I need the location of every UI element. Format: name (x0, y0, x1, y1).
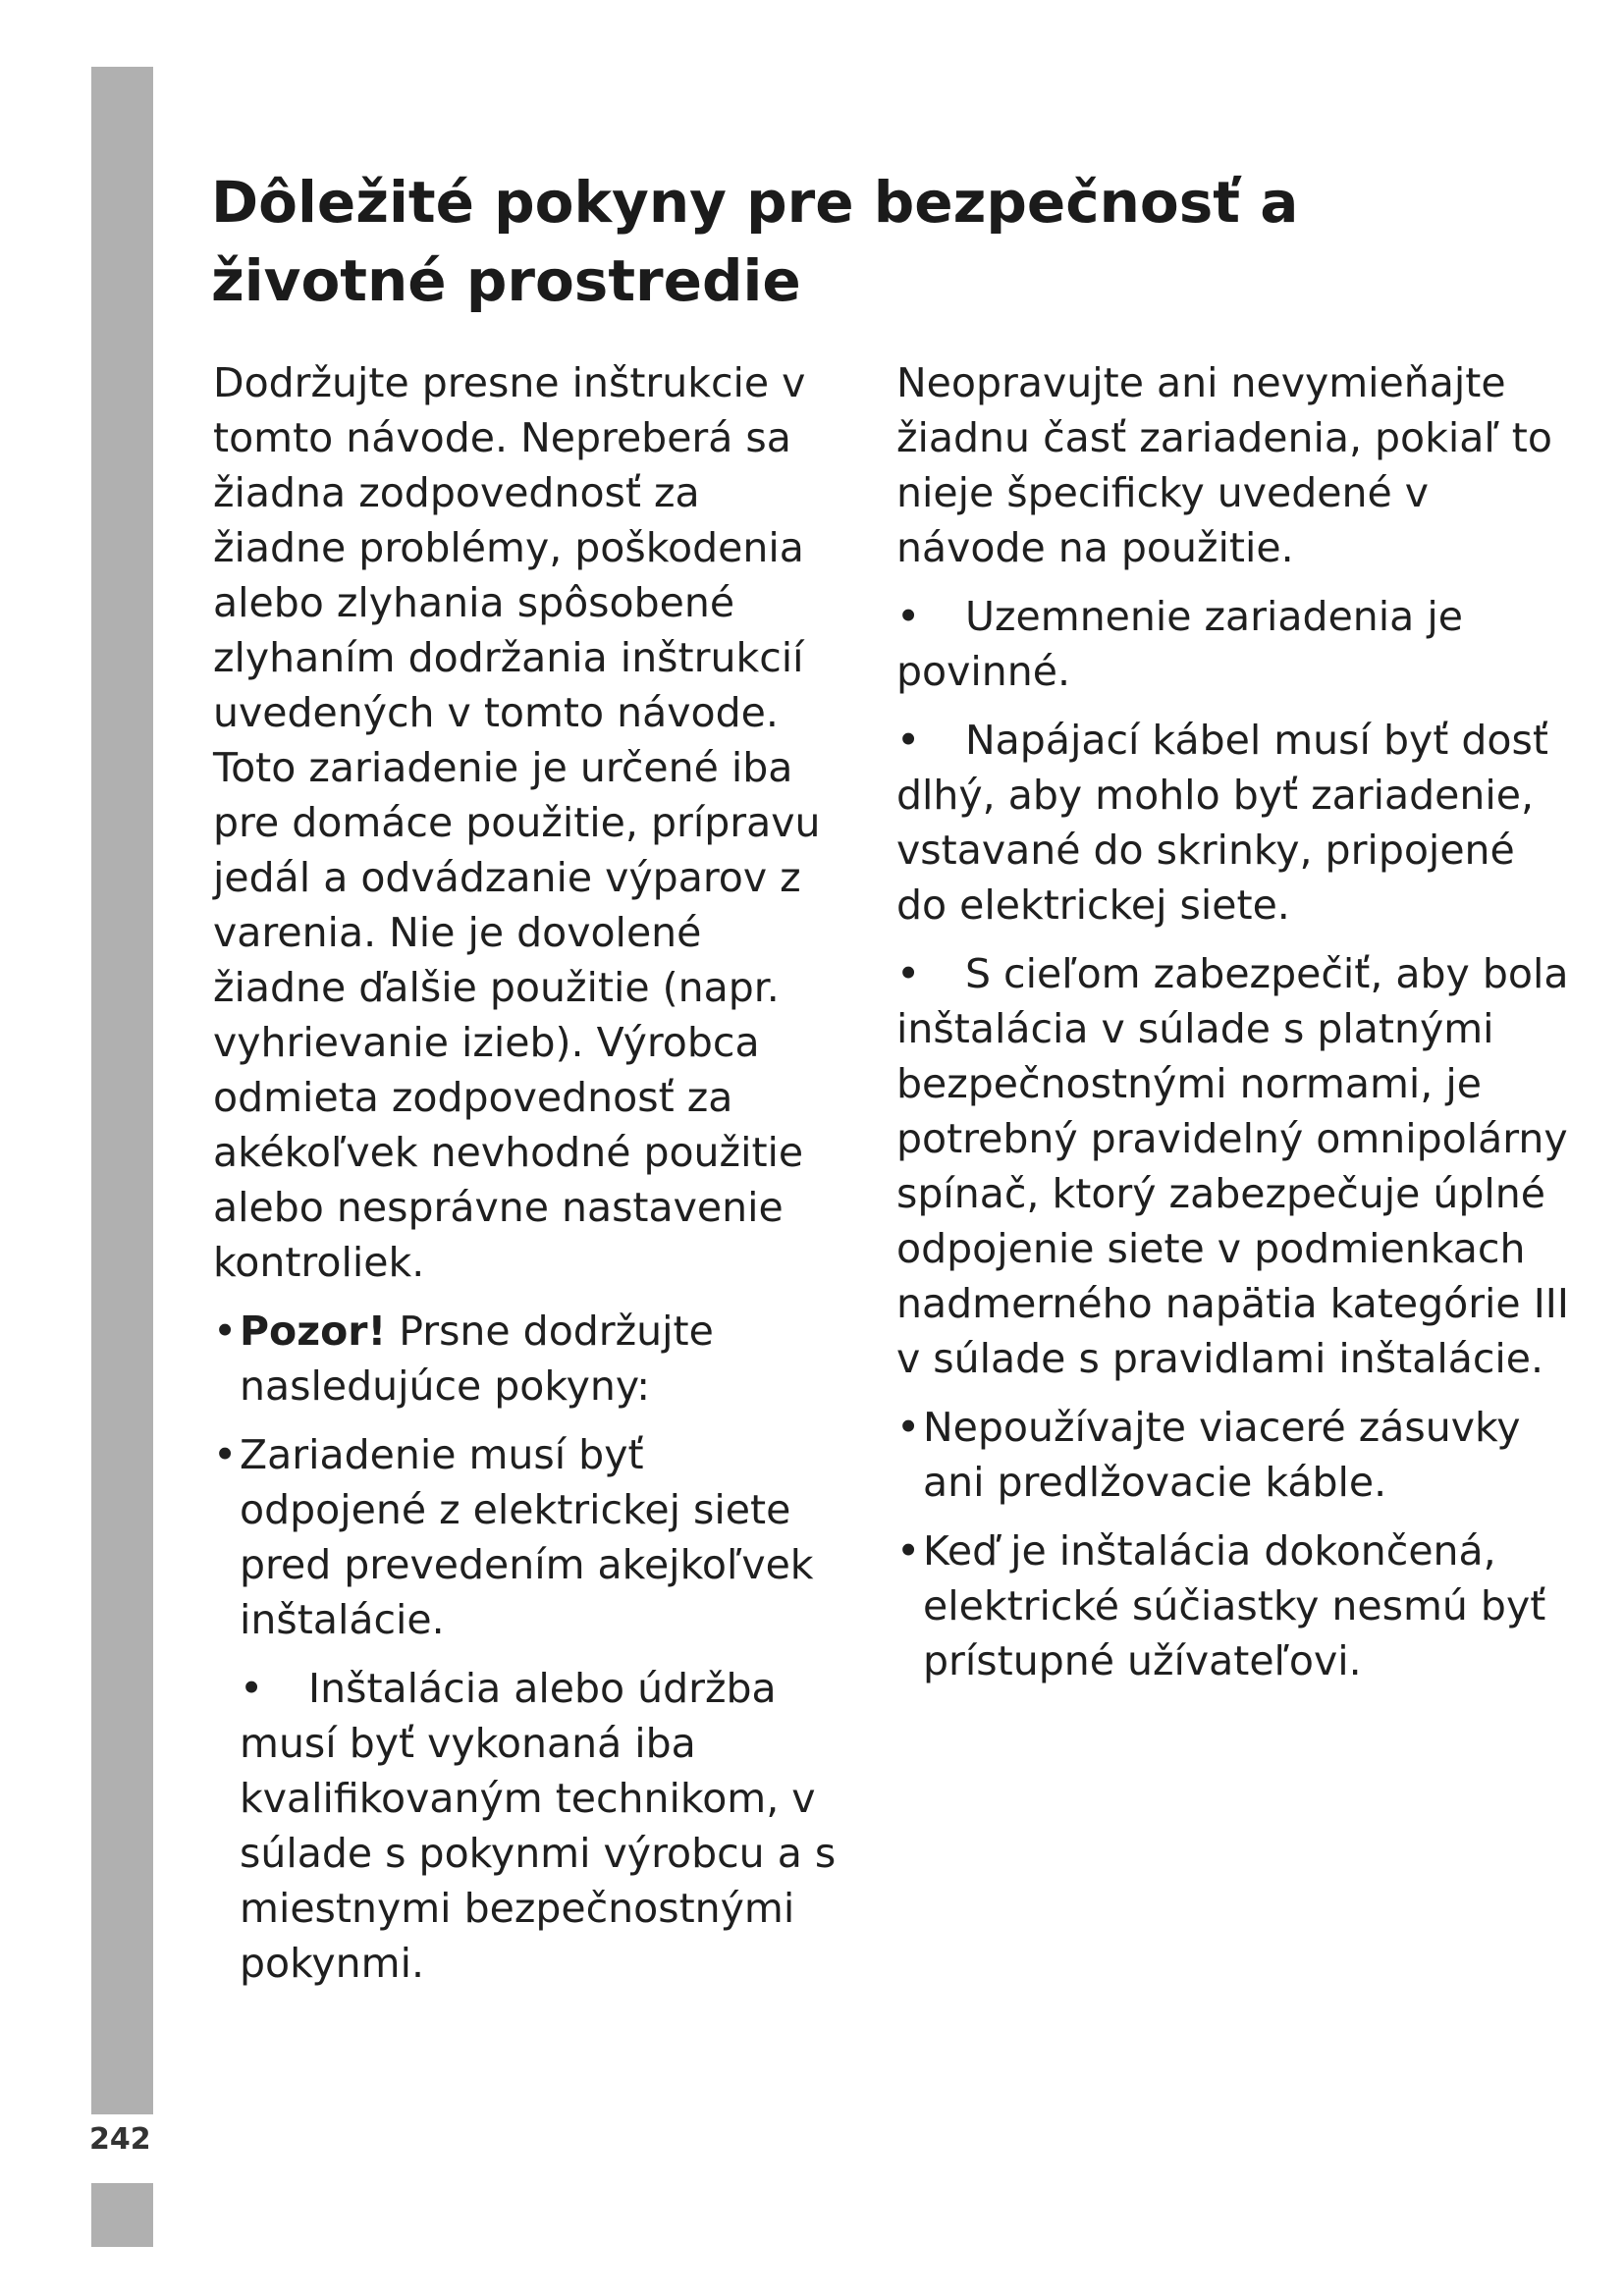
bullet-components-text: Keď je inštalácia dokončená, elektrické súčiastky nesmú byť prístupné užívateľovi. (923, 1527, 1546, 1684)
bullet-cable (896, 713, 1574, 933)
warning-label: Pozor! (240, 1308, 387, 1355)
side-bar (91, 67, 153, 2114)
warning-item (213, 1304, 841, 1414)
bullet-switch (896, 946, 1574, 1386)
side-block (91, 2183, 153, 2247)
bullet-disconnect-text: Zariadenie musí byť odpojené z elektrickej siete pred prevedením akejkoľvek inštalácie. (240, 1431, 814, 1643)
bullet-icon: • (896, 593, 921, 640)
warning-text: Prsne dodržujte nasledujúce pokyny: (240, 1308, 714, 1410)
bullet-cable-text: Napájací kábel musí byť dosť dlhý, aby mohlo byť zariadenie, vstavané do skrinky, pripojené do elektrickej siete. (896, 717, 1548, 929)
bullet-icon: • (240, 1665, 264, 1712)
bullet-switch-text: S cieľom zabezpečiť, aby bola inštalácia v súlade s platnými bezpečnostnými normami, je potrebný pravidelný omnipolárny spínač, ktorý zabezpečuje úplné odpojenie siete v podmienkach nadmerného napätia kategórie III v súlade s pravidlami inštalácie. (896, 950, 1569, 1382)
intro-paragraph: Dodržujte presne inštrukcie v tomto návode. Nepreberá sa žiadna zodpovednosť za žiadne problémy, poškodenia alebo zlyhania spôsobené zlyhaním dodržania inštrukcií uvedených v tomto návode. Toto zariadenie je určené iba pre domáce použitie, prípravu jedál a odvádzanie výparov z varenia. Nie je dovolené žiadne ďalšie použitie (napr. vyhrievanie izieb). Výrobca odmieta zodpovednosť za akékoľvek nevhodné použitie alebo nesprávne nastavenie kontroliek. (213, 359, 821, 1286)
bullet-sockets-text: Nepoužívajte viaceré zásuvky ani predlžovacie káble. (923, 1404, 1521, 1506)
bullet-icon: • (896, 1404, 921, 1451)
bullet-grounding (896, 589, 1574, 699)
bullet-icon: • (896, 717, 921, 764)
bullet-grounding-text: Uzemnenie zariadenia je povinné. (896, 593, 1463, 695)
page-title: Dôležité pokyny pre bezpečnosť a životné prostredie (211, 169, 1299, 314)
bullet-icon: • (213, 1431, 238, 1478)
page-number: 242 (89, 2122, 151, 2157)
bullet-icon: • (896, 1527, 921, 1575)
bullet-installation-text: Inštalácia alebo údržba musí byť vykonaná iba kvalifikovaným technikom, v súlade s pokynmi výrobcu a s miestnymi bezpečnostnými pokynmi. (240, 1665, 837, 1987)
left-column (213, 355, 841, 2004)
bullet-icon: • (213, 1308, 238, 1355)
bullet-components (896, 1523, 1574, 1688)
bullet-disconnect (213, 1427, 841, 1647)
right-column (896, 355, 1574, 1702)
bullet-sockets (896, 1400, 1574, 1510)
bullet-icon: • (896, 950, 921, 997)
right-intro-paragraph: Neopravujte ani nevymieňajte žiadnu časť zariadenia, pokiaľ to nieje špecificky uvedené v návode na použitie. (896, 359, 1552, 571)
bullet-installation (213, 1661, 841, 1991)
